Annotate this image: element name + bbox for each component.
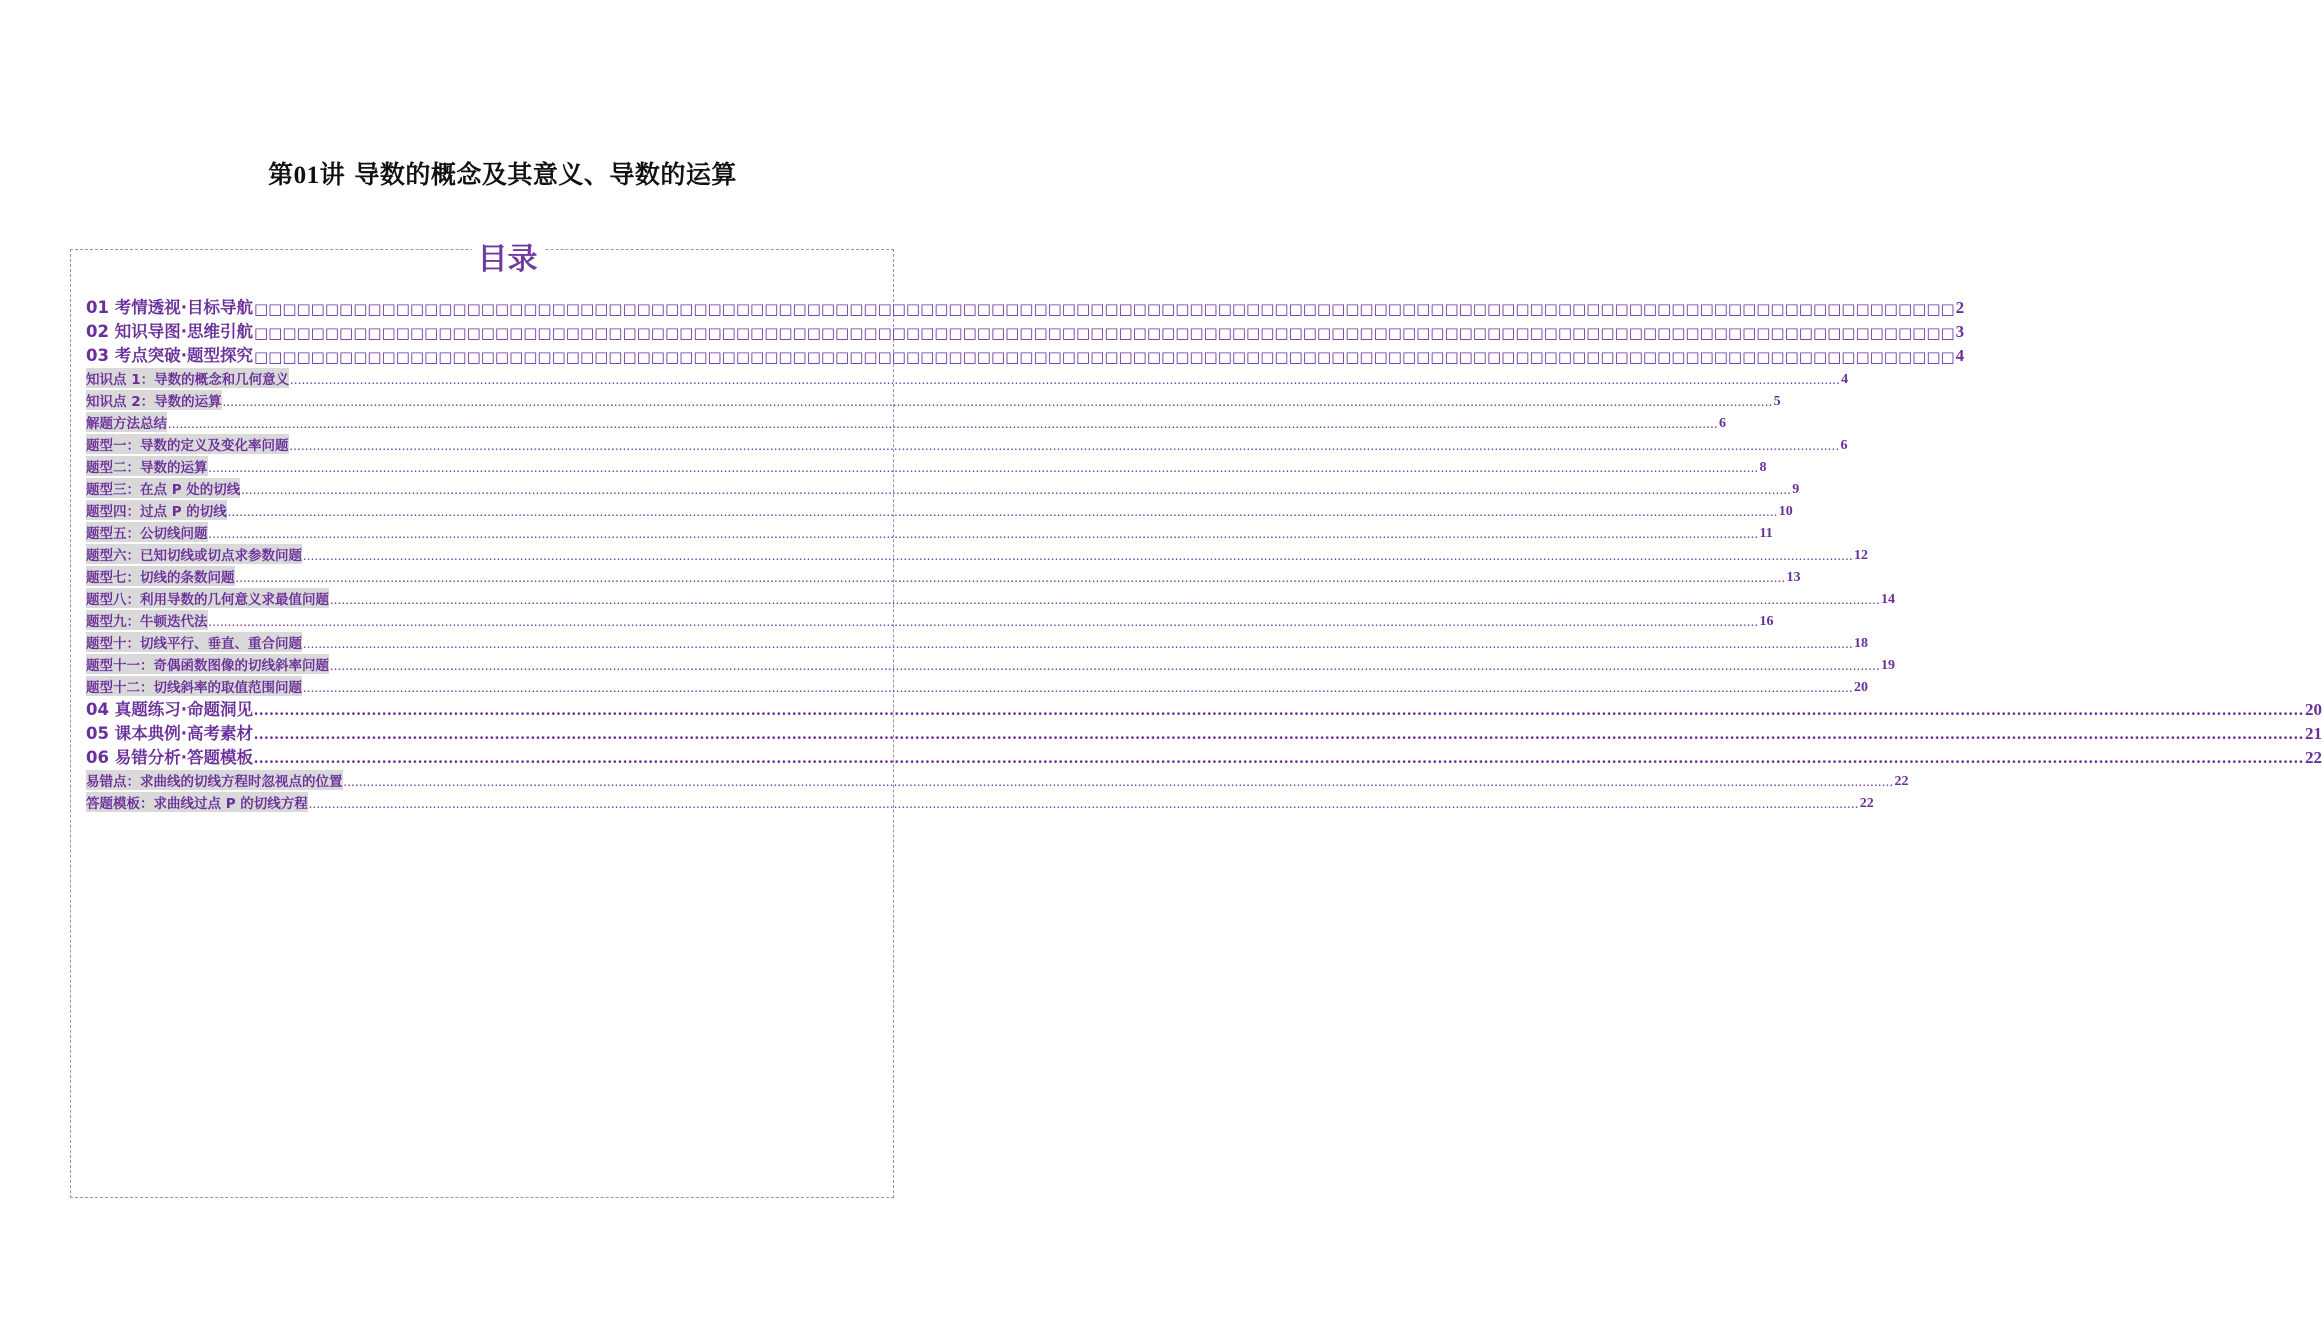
toc-entry-label: 题型十：切线平行、垂直、重合问题 <box>86 632 302 652</box>
toc-leader: ................................................................................................................................................................................................................................................................................................................................................................................................................ <box>235 570 1786 585</box>
toc-entry-label: 解题方法总结 <box>86 412 167 432</box>
toc-entry[interactable] <box>86 744 2322 768</box>
toc-page-number: 5 <box>1773 394 1781 409</box>
toc-entry-label: 题型三：在点 P 处的切线 <box>86 478 240 498</box>
toc-heading-text: 目录 <box>472 242 544 277</box>
toc-entry[interactable] <box>86 696 2322 720</box>
toc-entry-label: 03 考点突破·题型探究 <box>86 346 253 365</box>
toc-page-number: 16 <box>1759 614 1774 629</box>
toc-page-number: 22 <box>1894 774 1909 789</box>
toc-entry[interactable] <box>86 586 1895 608</box>
toc-leader: ................................................................................................................................................................................................................................................................................................................................................................................................................ <box>330 658 1880 673</box>
toc-entry[interactable] <box>86 388 1781 410</box>
toc-entry-label: 知识点 2：导数的运算 <box>86 390 222 410</box>
toc-entry[interactable] <box>86 318 1965 342</box>
toc-page-number: 20 <box>2304 700 2322 719</box>
toc-leader: ................................................................................................................................................................................................................................................................................................................................................................................................................ <box>308 796 1859 811</box>
toc-leader: □□□□□□□□□□□□□□□□□□□□□□□□□□□□□□□□□□□□□□□□□□□□□□□□□□□□□□□□□□□□□□□□□□□□□□□□□□□□□□□□□□□□□□□□□□□□□□□□□□□□□□□□□□□□□□□□□□□□□□□□ <box>253 300 1955 318</box>
toc-entry[interactable] <box>86 366 1849 388</box>
toc-heading <box>0 234 1015 278</box>
toc-leader: ................................................................................................................................................................................................................................................................................................................................................................................................................ <box>222 394 1773 409</box>
toc-entry[interactable] <box>86 294 1965 318</box>
toc-leader: ................................................................................................................................................................................................................................................................................................................................................................................................................ <box>303 548 1853 563</box>
toc-entry-label: 答题模板：求曲线过点 P 的切线方程 <box>86 792 308 812</box>
toc-entry-label: 04 真题练习·命题洞见 <box>86 700 253 719</box>
toc-entry[interactable] <box>86 630 1868 652</box>
toc-entry-label: 01 考情透视·目标导航 <box>86 298 253 317</box>
toc-entry-label: 易错点：求曲线的切线方程时忽视点的位置 <box>86 770 343 790</box>
toc-entry[interactable] <box>86 342 1965 366</box>
toc-entry[interactable] <box>86 674 1868 696</box>
toc-leader: ................................................................................................................................................................................................................................................................................................................................................................................................................ <box>303 680 1853 695</box>
toc-leader: ................................................................................................................................................................................................................................................................................................................................................................................................................ <box>253 748 2304 767</box>
toc-page-number: 9 <box>1792 482 1800 497</box>
toc-page-number: 6 <box>1719 416 1726 431</box>
toc-leader: ................................................................................................................................................................................................................................................................................................................................................................................................................ <box>168 416 1718 431</box>
toc-leader: ................................................................................................................................................................................................................................................................................................................................................................................................................ <box>208 460 1759 475</box>
toc-entry-label: 题型二：导数的运算 <box>86 456 208 476</box>
toc-entry-label: 题型四：过点 P 的切线 <box>86 500 227 520</box>
toc-entry[interactable] <box>86 608 1774 630</box>
toc-entry-label: 05 课本典例·高考素材 <box>86 724 253 743</box>
toc-page-number: 3 <box>1955 322 1965 341</box>
title-prefix: 第 <box>268 160 294 189</box>
toc-entry[interactable] <box>86 542 1868 564</box>
toc-entry[interactable] <box>86 432 1848 454</box>
toc-page-number: 22 <box>1859 796 1874 811</box>
toc-page-number: 19 <box>1881 658 1895 673</box>
toc-leader: ................................................................................................................................................................................................................................................................................................................................................................................................................ <box>253 700 2304 719</box>
toc-page-number: 12 <box>1854 548 1868 563</box>
toc-leader: ................................................................................................................................................................................................................................................................................................................................................................................................................ <box>208 526 1759 541</box>
toc-entry-label: 题型六：已知切线或切点求参数问题 <box>86 544 302 564</box>
toc-entry[interactable] <box>86 520 1773 542</box>
toc-leader: □□□□□□□□□□□□□□□□□□□□□□□□□□□□□□□□□□□□□□□□□□□□□□□□□□□□□□□□□□□□□□□□□□□□□□□□□□□□□□□□□□□□□□□□□□□□□□□□□□□□□□□□□□□□□□□□□□□□□□□□ <box>253 348 1955 366</box>
toc-entry-label: 题型八：利用导数的几何意义求最值问题 <box>86 588 329 608</box>
toc-entry-label: 题型一：导数的定义及变化率问题 <box>86 434 289 454</box>
toc-leader: ................................................................................................................................................................................................................................................................................................................................................................................................................ <box>208 614 1759 629</box>
toc-leader: ................................................................................................................................................................................................................................................................................................................................................................................................................ <box>227 504 1778 519</box>
toc-leader: ................................................................................................................................................................................................................................................................................................................................................................................................................ <box>241 482 1792 497</box>
toc-entry-label: 题型十二：切线斜率的取值范围问题 <box>86 676 302 696</box>
toc-entry[interactable] <box>86 720 2322 744</box>
toc-page-number: 2 <box>1955 298 1965 317</box>
toc-page-number: 14 <box>1881 592 1895 607</box>
toc-entry-label: 题型五：公切线问题 <box>86 522 208 542</box>
toc-page-number: 21 <box>2304 724 2322 743</box>
toc-entry[interactable] <box>86 454 1767 476</box>
toc-page-number: 20 <box>1854 680 1868 695</box>
toc-entry[interactable] <box>86 410 1726 432</box>
toc-leader: □□□□□□□□□□□□□□□□□□□□□□□□□□□□□□□□□□□□□□□□□□□□□□□□□□□□□□□□□□□□□□□□□□□□□□□□□□□□□□□□□□□□□□□□□□□□□□□□□□□□□□□□□□□□□□□□□□□□□□□□ <box>253 324 1955 342</box>
toc-leader: ................................................................................................................................................................................................................................................................................................................................................................................................................ <box>330 592 1880 607</box>
toc-page-number: 18 <box>1854 636 1868 651</box>
title-number: 01 <box>293 162 320 189</box>
page-title <box>0 155 1005 191</box>
toc-entry[interactable] <box>86 652 1895 674</box>
toc-page-number: 10 <box>1778 504 1793 519</box>
toc-page-number: 4 <box>1841 372 1849 387</box>
toc-page-number: 4 <box>1955 346 1965 365</box>
toc-entry-label: 题型七：切线的条数问题 <box>86 566 235 586</box>
toc-leader: ................................................................................................................................................................................................................................................................................................................................................................................................................ <box>253 724 2304 743</box>
title-rest: 讲 导数的概念及其意义、导数的运算 <box>319 160 737 189</box>
toc-page-number: 11 <box>1759 526 1773 541</box>
toc-page-number: 22 <box>2304 748 2322 767</box>
toc-entry-label: 题型十一：奇偶函数图像的切线斜率问题 <box>86 654 329 674</box>
toc-leader: ................................................................................................................................................................................................................................................................................................................................................................................................................ <box>343 774 1894 789</box>
toc-entry[interactable] <box>86 476 1800 498</box>
toc-entry[interactable] <box>86 564 1801 586</box>
toc-entry[interactable] <box>86 768 1909 790</box>
toc-page-number: 8 <box>1759 460 1767 475</box>
toc-entry[interactable] <box>86 790 1874 812</box>
table-of-contents <box>86 294 2322 812</box>
toc-entry-label: 06 易错分析·答题模板 <box>86 748 253 767</box>
toc-leader: ................................................................................................................................................................................................................................................................................................................................................................................................................ <box>289 438 1840 453</box>
toc-entry-label: 02 知识导图·思维引航 <box>86 322 253 341</box>
toc-leader: ................................................................................................................................................................................................................................................................................................................................................................................................................ <box>290 372 1841 387</box>
toc-entry-label: 题型九：牛顿迭代法 <box>86 610 208 630</box>
toc-entry-label: 知识点 1：导数的概念和几何意义 <box>86 368 289 388</box>
toc-entry[interactable] <box>86 498 1793 520</box>
toc-leader: ................................................................................................................................................................................................................................................................................................................................................................................................................ <box>303 636 1853 651</box>
toc-page-number: 6 <box>1840 438 1848 453</box>
toc-page-number: 13 <box>1786 570 1801 585</box>
